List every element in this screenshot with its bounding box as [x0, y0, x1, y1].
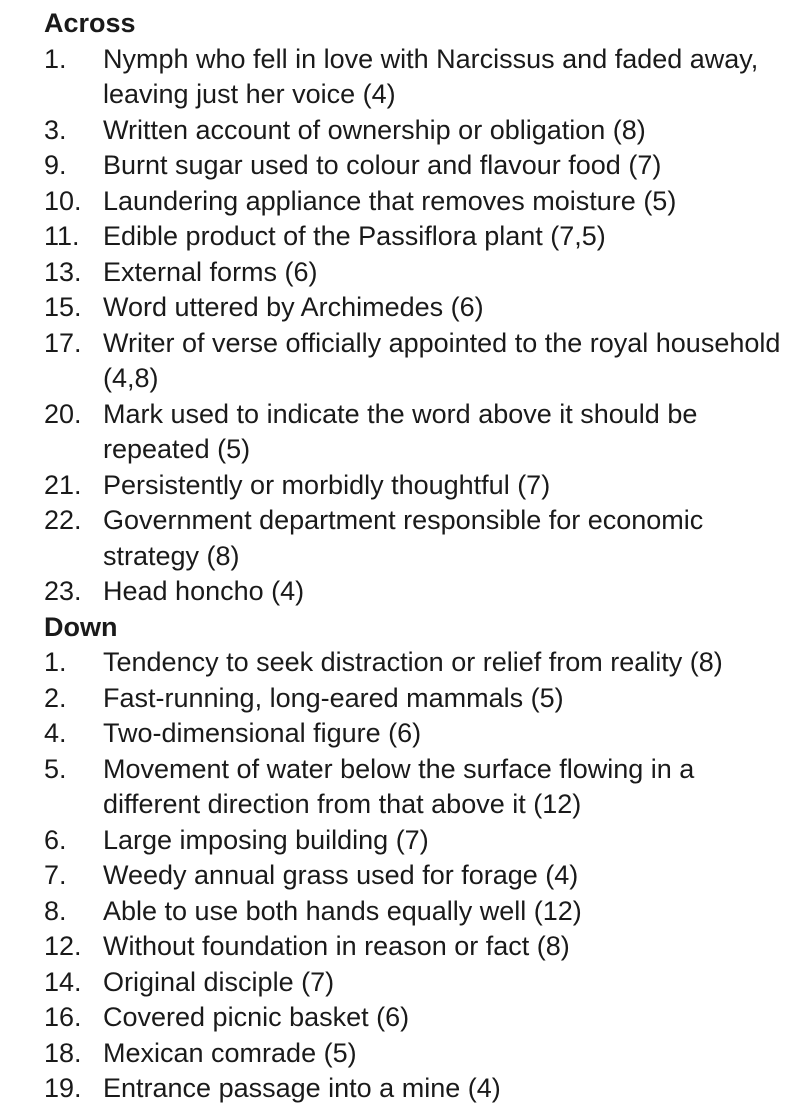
clue-text: Without foundation in reason or fact (8) — [103, 931, 570, 961]
clue-text: Nymph who fell in love with Narcissus and faded away, leaving just her voice (4) — [103, 43, 759, 109]
clue-item — [44, 468, 794, 504]
clue-text: Head honcho (4) — [103, 576, 305, 606]
clue-text: Writer of verse officially appointed to the royal household (4,8) — [103, 327, 781, 393]
clue-text: Able to use both hands equally well (12) — [103, 895, 582, 926]
clue-item — [44, 503, 794, 574]
clue-text: Persistently or morbidly thoughtful (7) — [103, 469, 551, 500]
clue-number: 13. — [44, 256, 82, 287]
clue-number: 22. — [44, 505, 82, 535]
clue-text: Burnt sugar used to colour and flavour food (7) — [103, 150, 662, 180]
clue-item — [44, 184, 794, 220]
clue-item — [44, 858, 794, 894]
clue-text: Laundering appliance that removes moisture (5) — [103, 185, 677, 216]
clue-number: 9. — [44, 150, 67, 180]
clue-number: 23. — [44, 576, 82, 606]
clue-number: 14. — [44, 966, 82, 997]
clue-text: Fast-running, long-eared mammals (5) — [103, 682, 564, 713]
clue-item — [44, 965, 794, 1001]
clue-text: Weedy annual grass used for forage (4) — [103, 860, 579, 890]
clue-item — [44, 1000, 794, 1036]
clue-number: 7. — [44, 860, 67, 890]
clue-number: 17. — [44, 327, 82, 358]
clue-text: Original disciple (7) — [103, 966, 335, 997]
clue-item — [44, 42, 794, 113]
clue-number: 5. — [44, 753, 67, 784]
clue-text: Written account of ownership or obligation (8) — [103, 114, 646, 145]
across-clue-list — [44, 42, 794, 610]
clue-item — [44, 929, 794, 965]
clue-number: 4. — [44, 718, 67, 748]
clue-number: 12. — [44, 931, 82, 961]
clue-number: 6. — [44, 824, 67, 855]
clue-item — [44, 148, 794, 184]
across-section — [44, 6, 794, 610]
clue-text: Tendency to seek distraction or relief from reality (8) — [103, 647, 723, 677]
crossword-clues — [44, 6, 794, 1107]
across-heading: Across — [44, 8, 136, 38]
clue-number: 1. — [44, 647, 67, 677]
clue-item — [44, 894, 794, 930]
clue-text: Large imposing building (7) — [103, 824, 429, 855]
down-section — [44, 610, 794, 1107]
clue-item — [44, 1036, 794, 1072]
clue-number: 19. — [44, 1073, 82, 1103]
clue-text: Government department responsible for economic strategy (8) — [103, 505, 704, 571]
clue-number: 2. — [44, 682, 67, 713]
clue-item — [44, 574, 794, 610]
clue-item — [44, 255, 794, 291]
clue-item — [44, 113, 794, 149]
clue-item — [44, 397, 794, 468]
clue-item — [44, 1071, 794, 1107]
clue-number: 3. — [44, 114, 67, 145]
clue-number: 10. — [44, 185, 82, 216]
clue-text: Mexican comrade (5) — [103, 1037, 357, 1068]
clue-text: Entrance passage into a mine (4) — [103, 1073, 501, 1103]
clue-number: 8. — [44, 895, 67, 926]
clue-item — [44, 752, 794, 823]
clue-number: 15. — [44, 292, 82, 322]
clue-item — [44, 823, 794, 859]
down-clue-list — [44, 645, 794, 1107]
clue-number: 16. — [44, 1002, 82, 1032]
clue-number: 20. — [44, 398, 82, 429]
clue-text: Covered picnic basket (6) — [103, 1002, 410, 1032]
clue-item — [44, 290, 794, 326]
clue-number: 18. — [44, 1037, 82, 1068]
clue-item — [44, 681, 794, 717]
clue-text: Word uttered by Archimedes (6) — [103, 292, 484, 322]
clue-text: Mark used to indicate the word above it should be repeated (5) — [103, 398, 698, 464]
clue-text: Movement of water below the surface flowing in a different direction from that above it (12) — [103, 753, 695, 819]
clue-text: Edible product of the Passiflora plant (7,5) — [103, 221, 606, 251]
clue-number: 11. — [44, 221, 80, 251]
clue-text: Two-dimensional figure (6) — [103, 718, 422, 748]
clue-number: 21. — [44, 469, 82, 500]
clue-number: 1. — [44, 43, 67, 74]
clue-item — [44, 326, 794, 397]
clue-text: External forms (6) — [103, 256, 318, 287]
clue-item — [44, 219, 794, 255]
clue-item — [44, 716, 794, 752]
clue-item — [44, 645, 794, 681]
down-heading: Down — [44, 611, 118, 642]
